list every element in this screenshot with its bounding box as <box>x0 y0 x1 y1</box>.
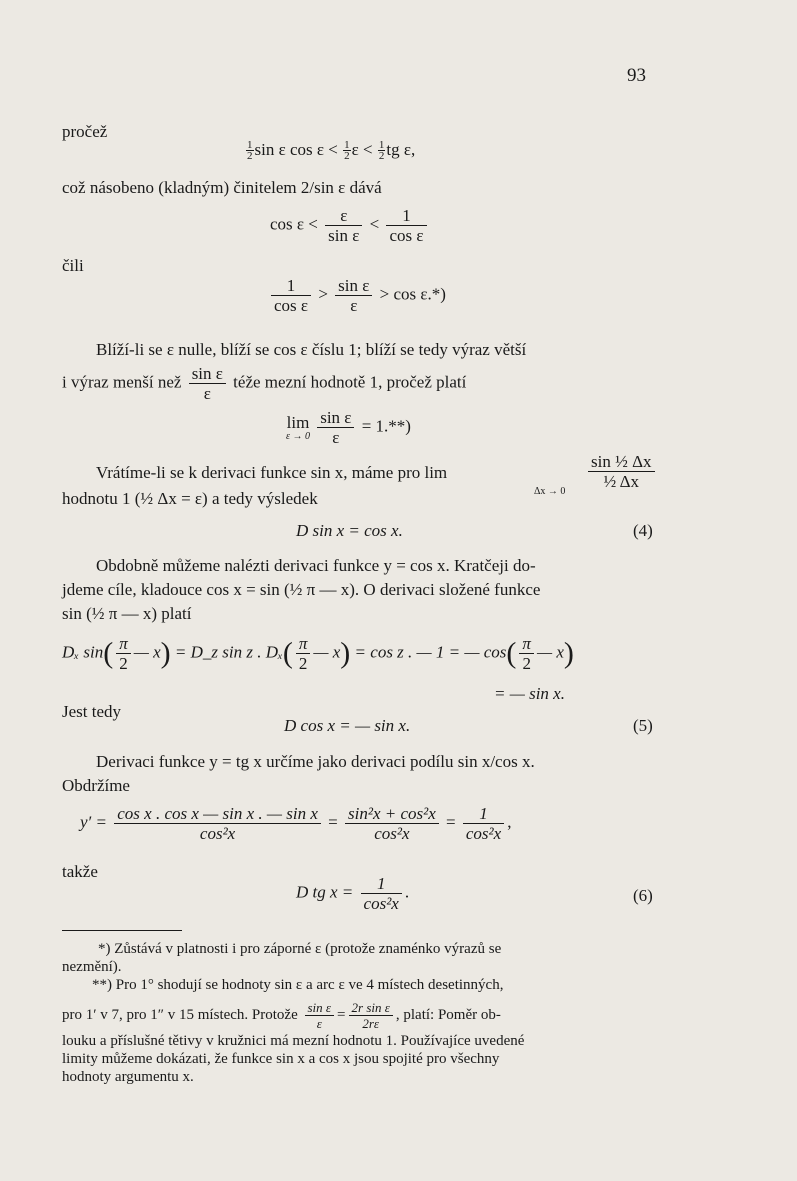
text-line: což násobeno (kladným) činitelem 2/sin ε dává <box>62 178 382 197</box>
equation-number: (5) <box>633 716 653 735</box>
limit-fraction: $\frac{\text{sin ½ Δx}}{\text{½ Δx}}$ <box>585 452 658 491</box>
text-line: hodnotu 1 (½ Δx = ε) a tedy výsledek <box>62 489 318 508</box>
footnote-2-line-5: hodnoty argumentu x. <box>62 1069 194 1085</box>
text-line: čili <box>62 256 84 275</box>
footnote-2: **) Pro 1° shodují se hodnoty sin ε a arc ε ve 4 místech desetinných, <box>92 977 504 993</box>
equation-inequality-2: cos ε < $\frac{\varepsilon}{\text{sin ε}}$ < $\frac{1}{\text{cos ε}}$ <box>270 206 430 245</box>
equation-4: D sin x = cos x. <box>296 521 403 540</box>
equation-chain-rule: Dₓ sin( $\frac{\pi}{2}$ — x) = D_z sin z . Dₓ( $\frac{\pi}{2}$ — x) = cos z . — 1 = — cos( $\frac{\pi}{2}$ — x) <box>62 634 574 673</box>
text-line: Derivaci funkce y = tg x určíme jako derivaci podílu sin x/cos x. <box>96 752 535 771</box>
text-line-with-limit: Vrátíme-li se k derivaci funkce sin x, máme pro lim <box>96 463 448 482</box>
equation-5: D cos x = — sin x. <box>284 716 411 735</box>
equation-number: (6) <box>633 886 653 905</box>
footnote-1: *) Zůstává v platnosti i pro záporné ε (protože znaménko výrazů se <box>98 941 502 957</box>
text-line: Obdobně můžeme nalézti derivaci funkce y = cos x. Kratčeji do- <box>96 556 536 575</box>
text-line: Obdržíme <box>62 776 130 795</box>
limit-subscript: Δx → 0 <box>534 486 566 497</box>
footnote-2-line-3: louku a příslušné tětivy v kružnici má mezní hodnotu 1. Používajíce uvedené <box>62 1033 525 1049</box>
text-line: jdeme cíle, kladouce cos x = sin (½ π — x). O derivaci složené funkce <box>62 580 541 599</box>
equation-6: D tg x = $\frac{1}{\text{cos²x}}$ . <box>296 874 410 913</box>
equation-limit: lim ε → 0 $\frac{\text{sin ε}}{\varepsilon}$ = 1.**) <box>286 408 411 447</box>
equation-inequality-3: $\frac{1}{\text{cos ε}}$ > $\frac{\text{sin ε}}{\varepsilon}$ > cos ε.*) <box>268 276 446 315</box>
equation-chain-rule-result: = — sin x. <box>494 684 565 703</box>
text-line: Jest tedy <box>62 702 122 721</box>
equation-tangent-derivative: y′ = $\frac{\text{cos x . cos x — sin x . — sin x}}{\text{cos²x}}$ = $\frac{\text{sin²x + cos²x}}{\text{cos²x}}$ = $\frac{1}{\text{cos²x}}$ , <box>80 804 512 843</box>
equation-inequality-1: $\frac{1}{2}$ sin ε cos ε < $\frac{1}{2}$ ε < $\frac{1}{2}$ tg ε, <box>247 139 416 162</box>
equation-number: (4) <box>633 521 653 540</box>
page-number: 93 <box>627 65 646 86</box>
footnote-2-line-2: pro 1′ v 7, pro 1″ v 15 místech. Protože $\frac{\text{sin ε}}{\varepsilon}$ = $\frac{\text{2r sin ε}}{2r\varepsilon}$ , platí: Poměr ob- <box>62 1000 501 1031</box>
footnote-divider <box>62 930 182 931</box>
text-line: Blíží-li se ε nulle, blíží se cos ε číslu 1; blíží se tedy výraz větší <box>96 340 527 359</box>
footnote-2-line-4: limity můžeme dokázati, že funkce sin x a cos x jsou spojité pro všechny <box>62 1051 500 1067</box>
text-line-with-fraction: i výraz menší než $\frac{\text{sin ε}}{\varepsilon}$ téže mezní hodnotě 1, pročež platí <box>62 364 467 403</box>
text-line: sin (½ π — x) platí <box>62 604 192 623</box>
text-line: pročež <box>62 122 108 141</box>
text-line: takže <box>62 862 98 881</box>
footnote-1-cont: nezmění). <box>62 959 122 975</box>
